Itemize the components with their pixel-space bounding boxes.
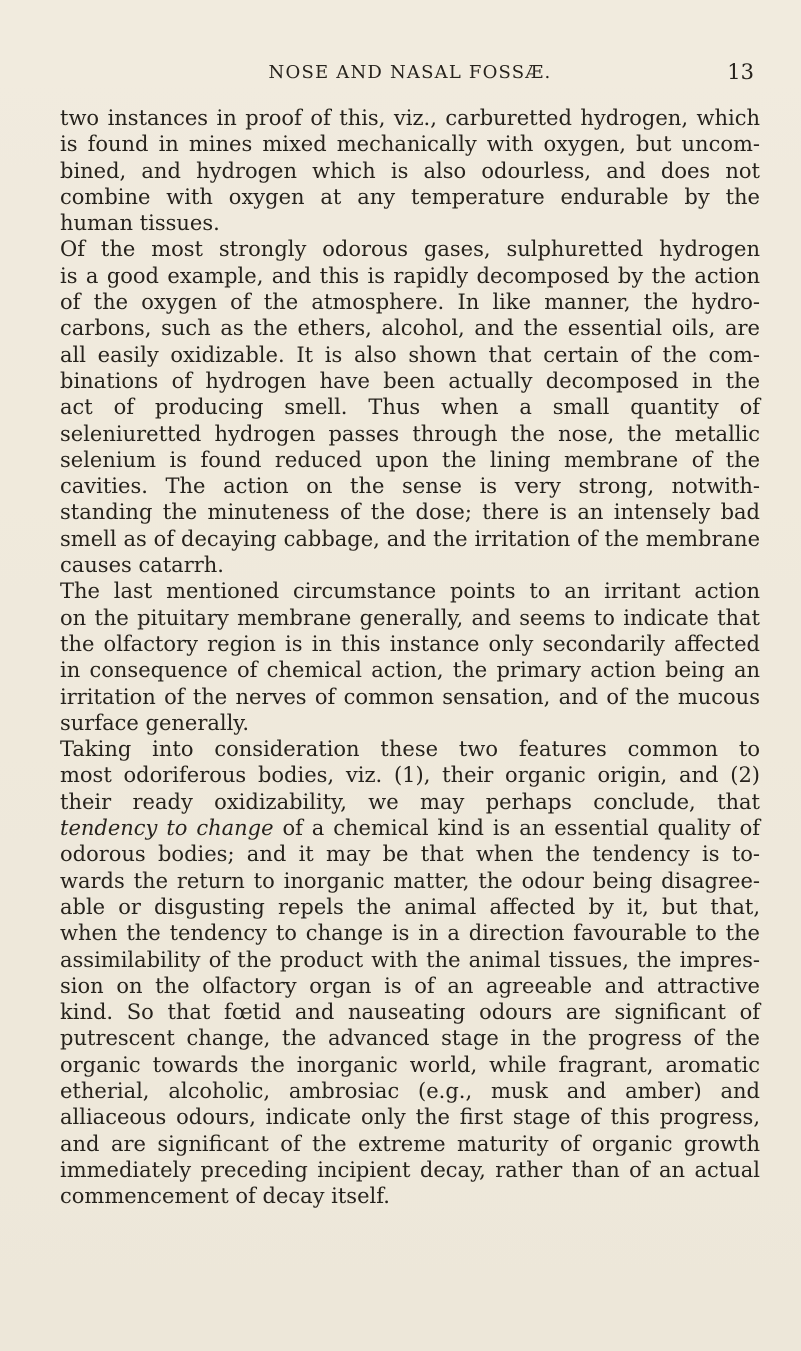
text-line: all easily oxidizable. It is also shown that certain of the com- [60,342,760,367]
text-line: bined, and hydrogen which is also odourless, and does not [60,158,760,183]
text-line: putrescent change, the advanced stage in the progress of the [60,1026,760,1051]
text-line: cavities. The action on the sense is very strong, notwith- [60,474,760,499]
text-line: combine with oxygen at any temperature endurable by the [60,184,760,209]
text-line: irritation of the nerves of common sensation, and of the mucous [60,684,760,709]
text-line: kind. So that fœtid and nauseating odours are significant of [60,1000,760,1025]
text-line: two instances in proof of this, viz., carburetted hydrogen, which [60,106,760,130]
text-line: binations of hydrogen have been actually decomposed in the [60,368,760,393]
text-line: immediately preceding incipient decay, rather than of an actual [60,1157,760,1182]
text-line: of the oxygen of the atmosphere. In like manner, the hydro- [60,290,760,315]
text-line: on the pituitary membrane generally, and seems to indicate that [60,605,760,630]
text-line: carbons, such as the ethers, alcohol, and the essential oils, are [60,316,760,341]
text-line: the olfactory region is in this instance only secondarily affected [60,631,760,656]
text-line: organic towards the inorganic world, while fragrant, aromatic [60,1052,760,1077]
text-line: The last mentioned circumstance points to an irritant action [60,579,760,604]
text-line: is found in mines mixed mechanically with oxygen, but uncom- [60,132,760,157]
text-line: is a good example, and this is rapidly decomposed by the action [60,263,760,288]
text-line: able or disgusting repels the animal affected by it, but that, [60,894,760,919]
text-line: their ready oxidizability, we may perhaps conclude, that [60,789,760,814]
running-head [60,62,760,92]
text-line: wards the return to inorganic matter, the odour being disagree- [60,868,760,893]
text-line: and are significant of the extreme maturity of organic growth [60,1131,760,1156]
text-line: tendency to change of a chemical kind is an essential quality of [60,816,761,841]
text-line: selenium is found reduced upon the lining membrane of the [60,447,760,472]
text-line: sion on the olfactory organ is of an agreeable and attractive [60,973,760,998]
text-line: etherial, alcoholic, ambrosiac (e.g., musk and amber) and [60,1078,760,1103]
text-line: seleniuretted hydrogen passes through the nose, the metallic [60,421,760,446]
text-line: Taking into consideration these two features common to [60,737,760,762]
text-line: in consequence of chemical action, the primary action being an [60,658,760,683]
text-line: commencement of decay itself. [60,1184,390,1209]
running-title: NOSE AND NASAL FOSSÆ. [268,62,552,83]
text-line: causes catarrh. [60,553,224,578]
body-text [60,105,760,1209]
text-line: most odoriferous bodies, viz. (1), their organic origin, and (2) [60,763,760,788]
text-line: assimilability of the product with the animal tissues, the impres- [60,947,760,972]
text-line: human tissues. [60,211,220,236]
text-line: act of producing smell. Thus when a small quantity of [60,395,760,420]
text-line: alliaceous odours, indicate only the first stage of this progress, [60,1105,760,1130]
page-number: 13 [727,60,754,84]
text-line: Of the most strongly odorous gases, sulphuretted hydrogen [60,237,760,262]
text-line: surface generally. [60,710,250,735]
text-line: odorous bodies; and it may be that when the tendency is to- [60,842,760,867]
text-line: when the tendency to change is in a direction favourable to the [60,921,760,946]
text-line: smell as of decaying cabbage, and the irritation of the membrane [60,526,760,551]
text-line: standing the minuteness of the dose; there is an intensely bad [60,500,760,525]
